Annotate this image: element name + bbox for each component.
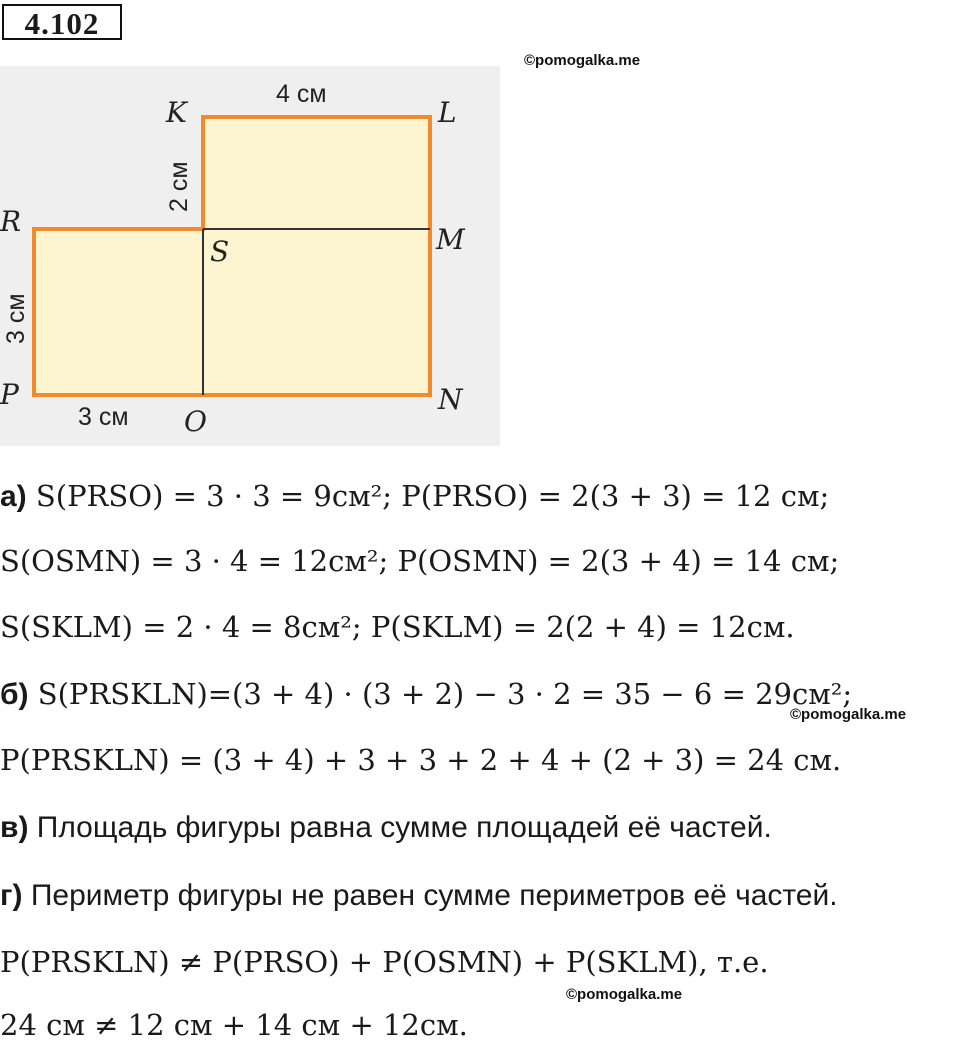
point-r: R [0,205,22,238]
label-b: б) [0,678,29,711]
text-b1: S(PRSKLN)=(3 + 4) · (3 + 2) − 3 · 2 = 35 − 6 = 29см²; [37,677,853,711]
line-g2: P(PRSKLN) ≠ P(PRSO) + P(OSMN) + P(SKLM), т.е. [0,945,769,979]
watermark-bottom: ©pomogalka.me [566,986,683,1003]
line-a2: S(OSMN) = 3 · 4 = 12см²; P(OSMN) = 2(3 + 4) = 14 см; [0,544,840,578]
point-l: L [438,96,457,129]
point-m: M [436,223,465,256]
watermark-mid: ©pomogalka.me [790,706,907,723]
line-a3: S(SKLM) = 2 · 4 = 8см²; P(SKLM) = 2(2 + 4) = 12см. [0,610,795,644]
point-n: N [438,383,463,416]
dim-top: 4 см [276,80,327,108]
text-v: Площадь фигуры равна сумме площадей её частей. [36,811,772,844]
point-p: P [0,378,19,411]
dim-bottom: 3 см [78,403,129,431]
label-a: а) [0,480,27,513]
text-a1: S(PRSO) = 3 · 3 = 9см²; P(PRSO) = 2(3 + 3) = 12 см; [35,479,830,513]
point-k: K [166,96,187,129]
dim-left-lower: 3 см [2,293,30,344]
label-g: г) [0,879,23,912]
line-v [0,808,772,848]
watermark-top: ©pomogalka.me [524,52,641,69]
geometry-figure [0,66,500,446]
problem-number: 4.102 [2,4,122,40]
line-a1 [0,476,829,517]
point-s: S [210,235,230,268]
line-g3: 24 см ≠ 12 см + 14 см + 12см. [0,1008,468,1042]
line-g1 [0,876,838,916]
line-b2: P(PRSKLN) = (3 + 4) + 3 + 3 + 2 + 4 + (2 + 3) = 24 см. [0,743,842,777]
point-o: O [184,405,207,438]
text-g1: Периметр фигуры не равен сумме периметров её частей. [30,879,838,912]
label-v: в) [0,811,29,844]
dim-left-upper: 2 см [165,161,193,212]
line-b1 [0,674,852,715]
